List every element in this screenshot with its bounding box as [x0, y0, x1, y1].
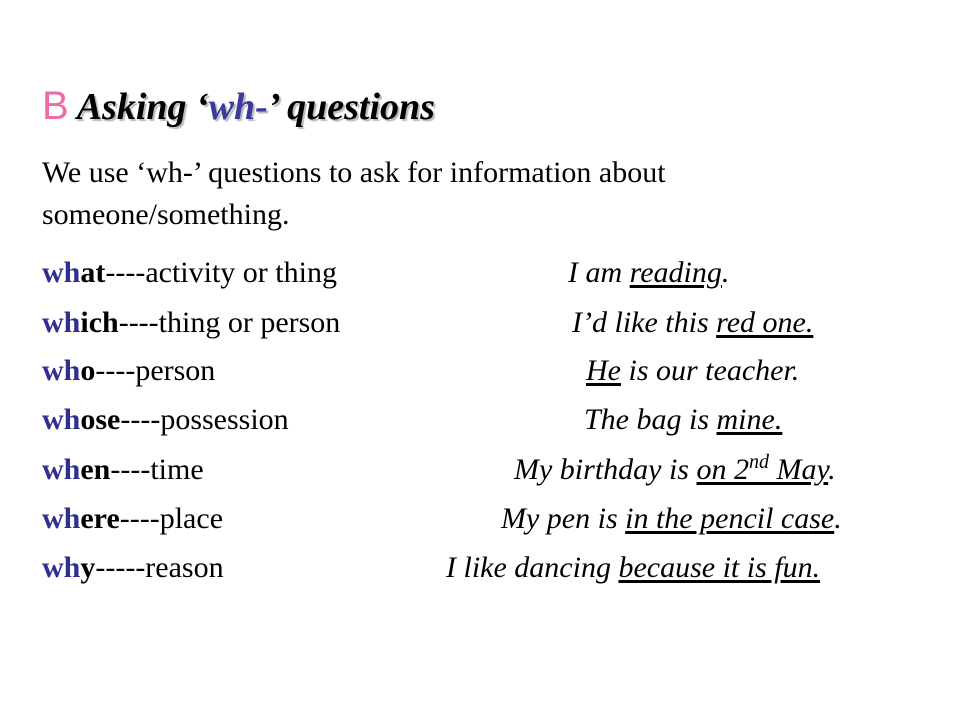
example-after: .: [721, 256, 730, 289]
wh-word: [42, 349, 215, 393]
intro-text: [42, 152, 902, 236]
wh-description: ----place: [119, 502, 224, 535]
title-post: ’ questions: [267, 86, 435, 128]
wh-description: ----time: [110, 453, 204, 486]
wh-row-who: [0, 349, 960, 393]
wh-letters: wh: [42, 403, 81, 436]
wh-letters: wh: [42, 354, 81, 387]
example-sentence: [446, 546, 820, 590]
wh-rest: o: [80, 354, 96, 387]
wh-letters: wh: [42, 453, 81, 486]
wh-rest: ose: [80, 403, 121, 436]
wh-rest: en: [80, 453, 111, 486]
wh-description: ----possession: [120, 403, 289, 436]
example-sentence: [501, 497, 842, 541]
title-pre: Asking ‘: [76, 86, 209, 128]
wh-rest: y: [80, 551, 96, 584]
wh-rest: ich: [80, 306, 119, 339]
example-sentence: [572, 301, 813, 345]
wh-letters: wh: [42, 306, 81, 339]
example-after: .: [828, 453, 836, 486]
wh-row-whose: [0, 398, 960, 442]
example-sentence: [584, 398, 782, 442]
example-answer: reading: [629, 256, 722, 289]
example-before: The bag is: [584, 403, 717, 436]
example-before: I’d like this: [572, 306, 717, 339]
wh-word: [42, 251, 337, 295]
wh-description: ----thing or person: [118, 306, 341, 339]
wh-letters: wh: [42, 502, 81, 535]
wh-word: [42, 448, 204, 492]
wh-rest: ere: [80, 502, 120, 535]
title-wh: wh-: [208, 86, 268, 128]
example-sentence: [586, 349, 799, 393]
wh-description: -----reason: [95, 551, 224, 584]
intro-line-1: We use ‘wh-’ questions to ask for information about: [42, 156, 666, 189]
example-answer-part: May: [768, 453, 829, 486]
example-before: I like dancing: [446, 551, 619, 584]
section-heading: [42, 84, 435, 140]
wh-row-when: [0, 448, 960, 492]
example-before: My birthday is: [514, 453, 697, 486]
wh-description: ----person: [95, 354, 216, 387]
example-answer: [696, 453, 828, 486]
section-title: [77, 86, 435, 128]
example-after: is our teacher.: [620, 354, 800, 387]
wh-description: ----activity or thing: [105, 256, 337, 289]
example-before: I am: [568, 256, 630, 289]
example-after: .: [834, 502, 842, 535]
wh-row-which: [0, 301, 960, 345]
example-sentence: [514, 448, 836, 492]
intro-line-2: someone/something.: [42, 198, 290, 231]
wh-row-what: [0, 251, 960, 295]
example-answer: because it is fun.: [618, 551, 821, 584]
wh-word: [42, 398, 289, 442]
wh-word: [42, 497, 223, 541]
example-answer: red one.: [716, 306, 814, 339]
example-answer-part: on 2: [696, 453, 749, 486]
wh-row-why: [0, 546, 960, 590]
example-sentence: [568, 251, 729, 295]
example-answer: in the pencil case: [625, 502, 835, 535]
ordinal-suffix: nd: [748, 451, 769, 473]
wh-word: [42, 546, 224, 590]
wh-letters: wh: [42, 256, 81, 289]
example-answer: He: [586, 354, 621, 387]
wh-row-where: [0, 497, 960, 541]
wh-word: [42, 301, 340, 345]
example-answer: mine.: [716, 403, 783, 436]
section-letter: B: [42, 84, 69, 128]
wh-letters: wh: [42, 551, 81, 584]
wh-rest: at: [80, 256, 106, 289]
example-before: My pen is: [501, 502, 626, 535]
